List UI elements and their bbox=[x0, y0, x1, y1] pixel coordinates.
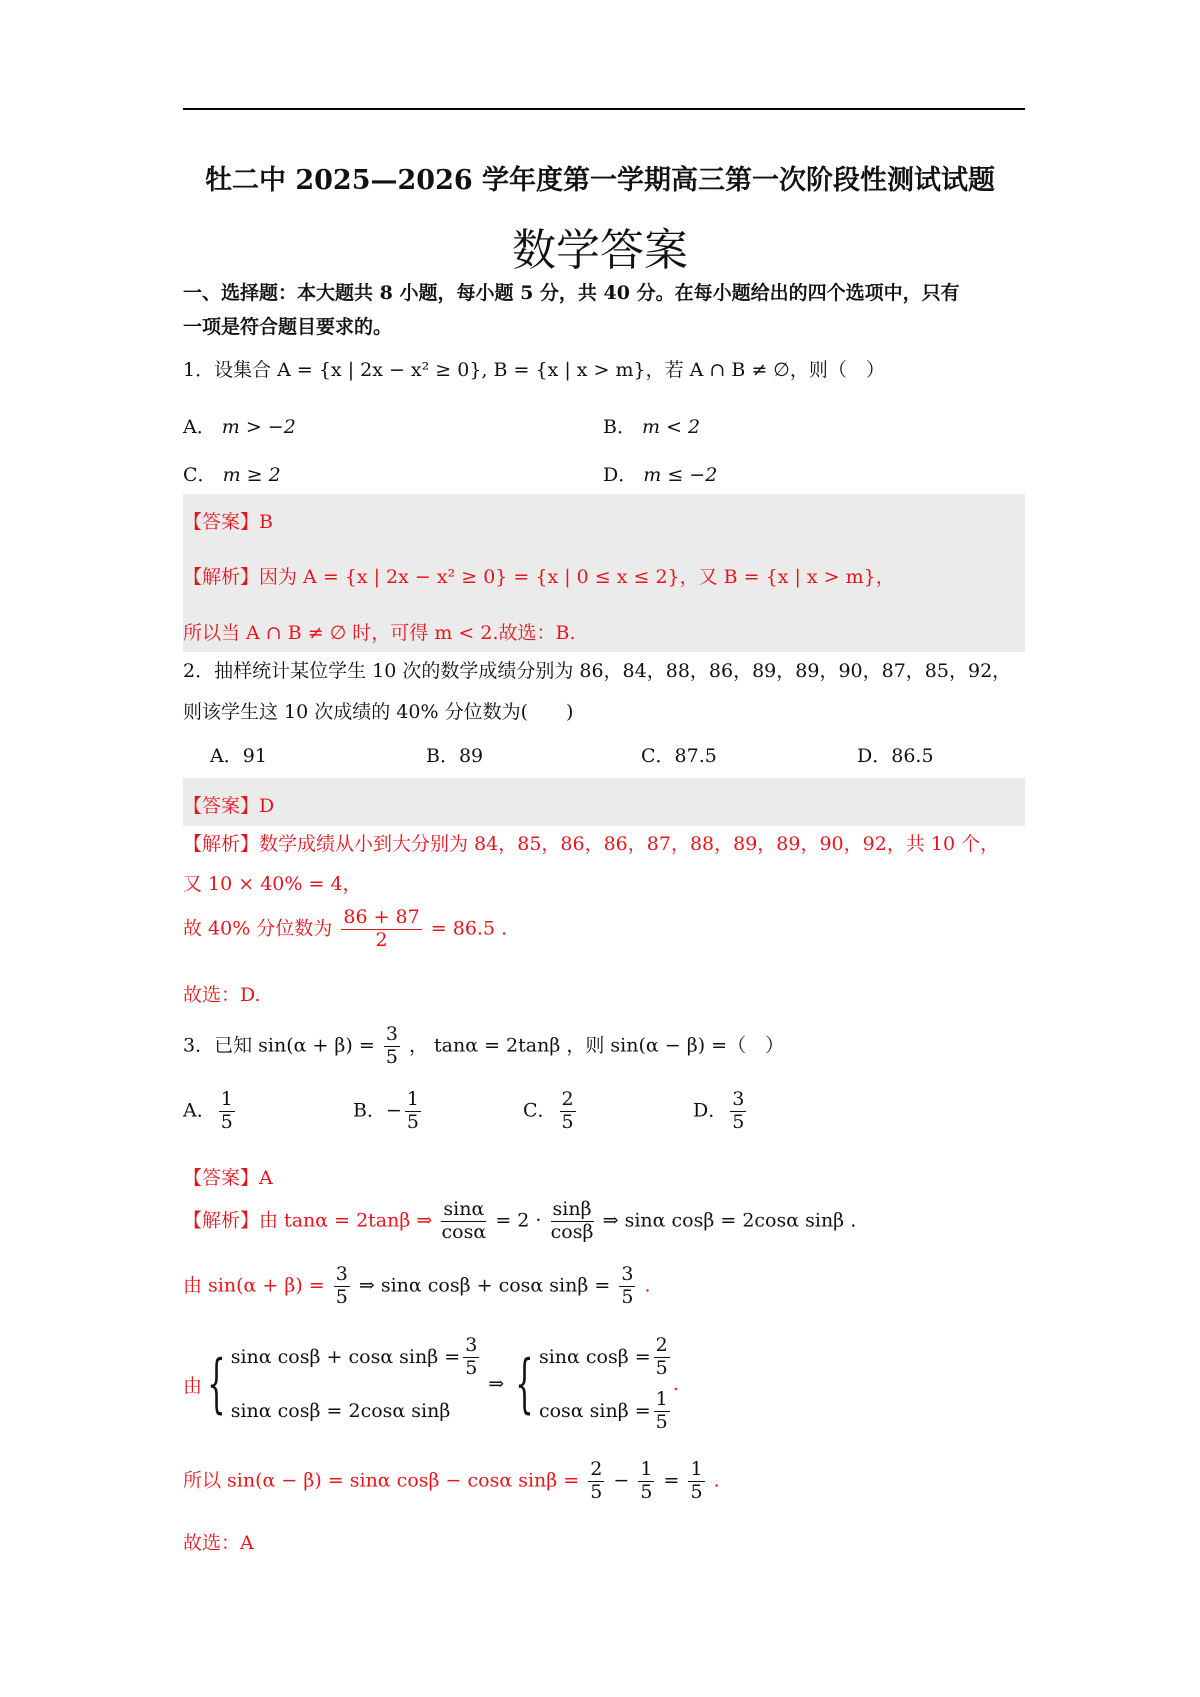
q2-option-b: B．89 bbox=[426, 745, 484, 767]
q2-conclusion: 故选：D. bbox=[183, 984, 261, 1006]
q1-option-b: B． m < 2 bbox=[603, 416, 701, 438]
page-title: 牡二中 2025—2026 学年度第一学期高三第一次阶段性测试试题 bbox=[204, 165, 996, 196]
q2-answer: 【答案】D bbox=[183, 795, 275, 817]
q3-stem: 3．已知 sin(α + β) = $\frac{3}{5}$ ， tanα = 2tanβ ，则 sin(α − β) =（ ） bbox=[183, 1023, 785, 1068]
q2-option-d: D．86.5 bbox=[857, 745, 934, 767]
q3-analysis-3: 由 { sinα cosβ + cosα sinβ = $\frac{3}{5}$ sinα cosβ = 2cosα sinβ ⇒ { sinα cosβ = $\frac{2}{5}$ cosα sinβ = $\frac{1}{5}$ . bbox=[183, 1333, 679, 1433]
q1-stem: 1．设集合 A = {x | 2x − x² ≥ 0}, B = {x | x > m}，若 A ∩ B ≠ ∅，则（ ） bbox=[183, 359, 885, 381]
q1-option-c: C． m ≥ 2 bbox=[183, 464, 281, 486]
q2-stem-1: 2．抽样统计某位学生 10 次的数学成绩分别为 86，84，88，86，89，89，90，87，85，92， bbox=[183, 660, 1012, 682]
page-subtitle: 数学答案 bbox=[512, 225, 688, 276]
top-rule bbox=[183, 108, 1025, 110]
q1-option-d: D． m ≤ −2 bbox=[603, 464, 718, 486]
q1-answer: 【答案】B bbox=[183, 511, 273, 533]
q3-option-d: D． $\frac{3}{5}$ bbox=[693, 1088, 745, 1133]
section-heading-cont: 一项是符合题目要求的。 bbox=[183, 316, 393, 338]
q3-answer: 【答案】A bbox=[183, 1167, 273, 1189]
q3-conclusion: 故选：A bbox=[183, 1532, 254, 1554]
q2-fraction: $\frac{86 + 87}{2}$ bbox=[343, 906, 420, 951]
q1-option-a: A． m > −2 bbox=[183, 416, 296, 438]
q2-stem-2: 则该学生这 10 次成绩的 40% 分位数为( ) bbox=[183, 701, 574, 723]
q2-analysis-3: 故 40% 分位数为 $\frac{86 + 87}{2}$ = 86.5 . bbox=[183, 906, 508, 951]
q3-option-a: A． $\frac{1}{5}$ bbox=[183, 1088, 233, 1133]
q2-option-c: C．87.5 bbox=[641, 745, 717, 767]
q3-analysis-1: 【解析】由 tanα = 2tanβ ⇒ $\frac{\sin\alpha}{\cos\alpha}$ = 2 · $\frac{\sin\beta}{\cos\beta}$ ⇒ sinα cosβ = 2cosα sinβ . bbox=[183, 1198, 857, 1243]
q2-analysis-2: 又 10 × 40% = 4， bbox=[183, 873, 362, 895]
q3-analysis-2: 由 sin(α + β) = $\frac{3}{5}$ ⇒ sinα cosβ + cosα sinβ = $\frac{3}{5}$ . bbox=[183, 1263, 651, 1308]
q1-analysis-1: 【解析】因为 A = {x | 2x − x² ≥ 0} = {x | 0 ≤ x ≤ 2}，又 B = {x | x > m}， bbox=[183, 566, 895, 588]
q3-option-b: B．− $\frac{1}{5}$ bbox=[353, 1088, 419, 1133]
q1-analysis-2: 所以当 A ∩ B ≠ ∅ 时，可得 m < 2.故选：B. bbox=[183, 622, 576, 644]
q2-analysis-1: 【解析】数学成绩从小到大分别为 84，85，86，86，87，88，89，89，90，92，共 10 个， bbox=[183, 833, 1000, 855]
q3-option-c: C． $\frac{2}{5}$ bbox=[523, 1088, 574, 1133]
section-heading: 一、选择题：本大题共 8 小题，每小题 5 分，共 40 分。在每小题给出的四个选项中，只有 bbox=[183, 282, 960, 304]
q2-option-a: A．91 bbox=[210, 745, 267, 767]
q2-answer-box bbox=[183, 778, 1025, 826]
q3-analysis-4: 所以 sin(α − β) = sinα cosβ − cosα sinβ = $\frac{2}{5}$ − $\frac{1}{5}$ = $\frac{1}{5}$ . bbox=[183, 1458, 720, 1503]
